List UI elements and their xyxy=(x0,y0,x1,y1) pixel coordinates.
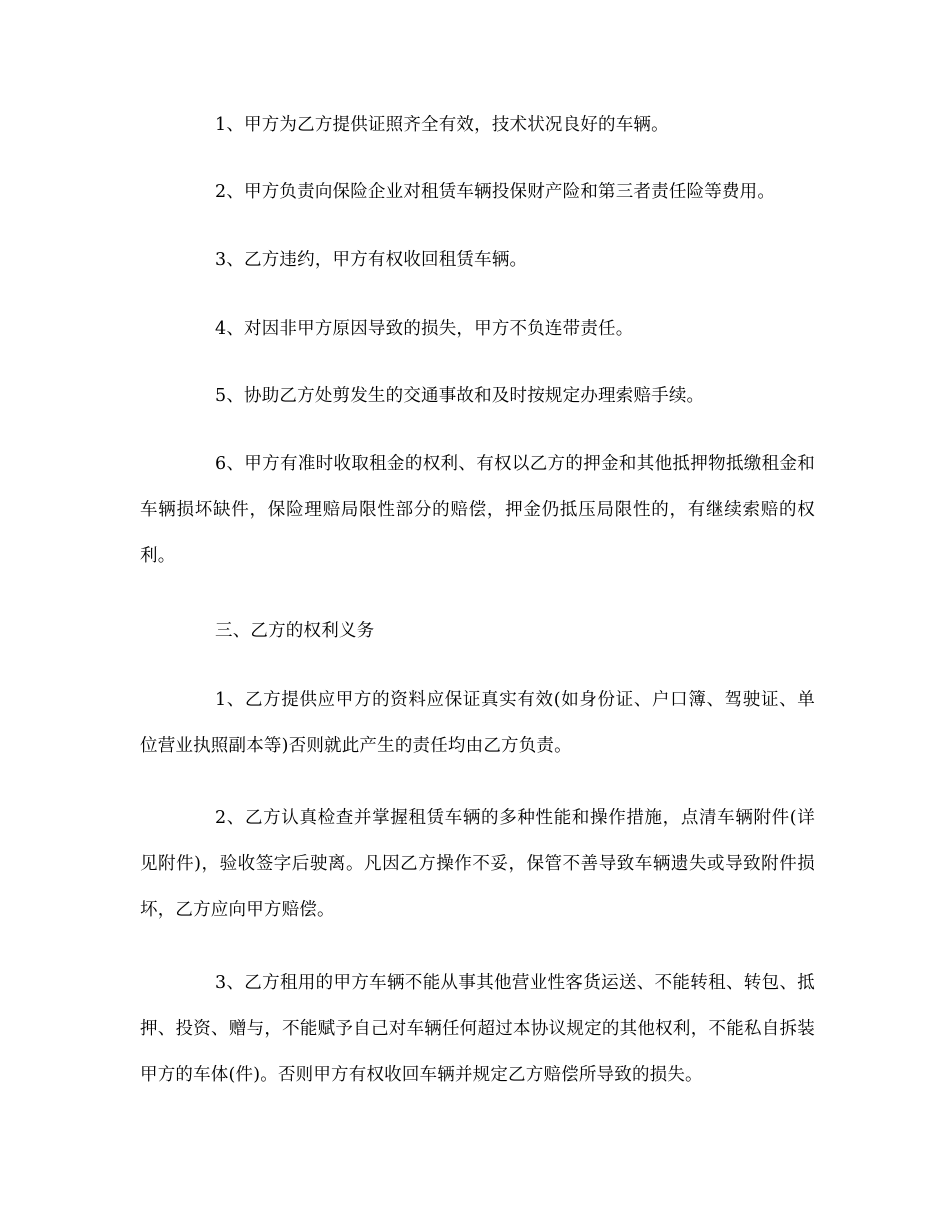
clause-4-text: 4、对因非甲方原因导致的损失，甲方不负连带责任。 xyxy=(215,319,634,339)
party-b-clause-3-text: 3、乙方租用的甲方车辆不能从事其他营业性客货运送、不能转租、转包、抵押、投资、赠与，不能赋予自己对车辆任何超过本协议规定的其他权利，不能私自拆装甲方的车体(件)。否则甲方有权收回车辆并规定乙方赔偿所导致的损失。 xyxy=(140,973,815,1085)
party-b-clause-1-text: 1、乙方提供应甲方的资料应保证真实有效(如身份证、户口簿、驾驶证、单位营业执照副本等)否则就此产生的责任均由乙方负责。 xyxy=(140,690,815,756)
clause-2-text: 2、甲方负责向保险企业对租赁车辆投保财产险和第三者责任险等费用。 xyxy=(215,182,776,202)
clause-3-text: 3、乙方违约，甲方有权收回租赁车辆。 xyxy=(215,250,528,270)
party-b-clause-2-text: 2、乙方认真检查并掌握租赁车辆的多种性能和操作措施，点清车辆附件(详见附件)，验收签字后驶离。凡因乙方操作不妥，保管不善导致车辆遗失或导致附件损坏，乙方应向甲方赔偿。 xyxy=(140,808,815,920)
clause-1-text: 1、甲方为乙方提供证照齐全有效，技术状况良好的车辆。 xyxy=(215,115,669,135)
clause-6-text: 6、甲方有准时收取租金的权利、有权以乙方的押金和其他抵押物抵缴租金和车辆损坏缺件，保险理赔局限性部分的赔偿，押金仍抵压局限性的，有继续索赔的权利。 xyxy=(140,454,815,566)
clause-5-text: 5、协助乙方处剪发生的交通事故和及时按规定办理索赔手续。 xyxy=(215,386,705,406)
section-heading: 三、乙方的权利义务 xyxy=(215,621,375,641)
